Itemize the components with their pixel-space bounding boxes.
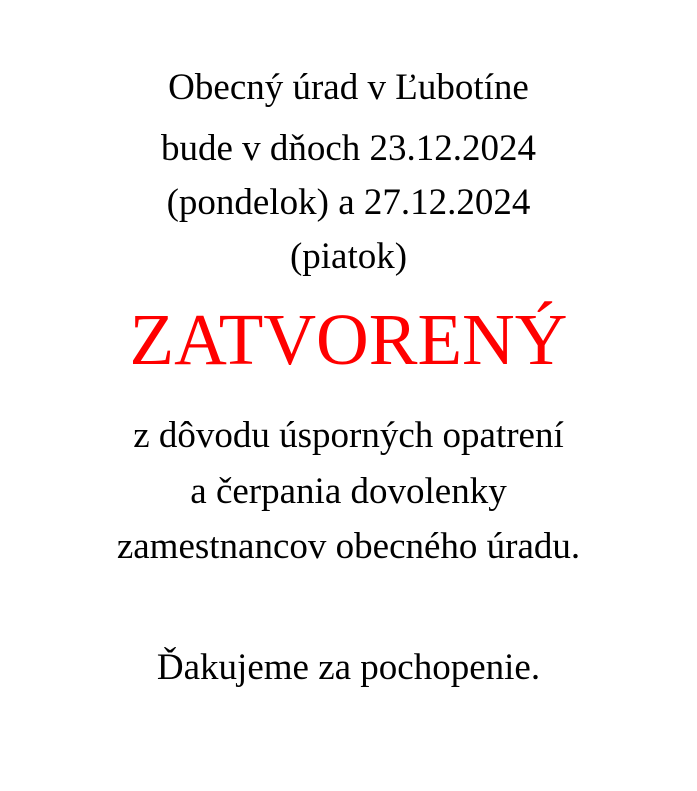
dates-line-2: (pondelok) a 27.12.2024 bbox=[166, 182, 531, 223]
dates-line-1: bude v dňoch 23.12.2024 bbox=[160, 128, 537, 169]
reason-line-1: z dôvodu úsporných opatrení bbox=[133, 415, 564, 456]
office-name-line: Obecný úrad v Ľubotíne bbox=[168, 67, 529, 108]
thank-you-line: Ďakujeme za pochopenie. bbox=[156, 647, 541, 688]
reason-line-2: a čerpania dovolenky bbox=[190, 471, 507, 512]
reason-line-3: zamestnancov obecného úradu. bbox=[116, 526, 581, 567]
dates-line-3: (piatok) bbox=[289, 236, 408, 277]
closed-headline: ZATVORENÝ bbox=[129, 299, 568, 380]
